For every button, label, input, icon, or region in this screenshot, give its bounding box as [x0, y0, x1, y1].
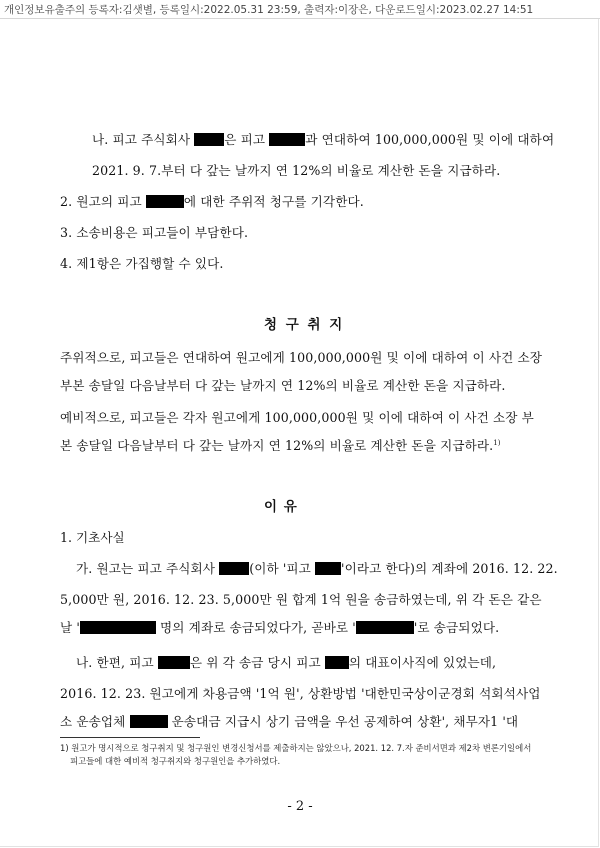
text: '로 송금되었다.: [413, 620, 500, 635]
text: 본 송달일 다음날부터 다 갚는 날까지 연 12%의 비율로 계산한 돈을 지급하라.: [60, 438, 494, 453]
redaction-box: [130, 715, 168, 728]
order-item-2: [60, 191, 364, 210]
reason-na-line-1: [76, 652, 496, 671]
footnote-ref: 1): [493, 438, 501, 447]
reason-ga-line-2: 5,000만 원, 2016. 12. 23. 5,000만 원 합계 1억 원을 송금하였는데, 위 각 돈은 같은: [60, 592, 542, 607]
reason-heading: 이 유: [264, 499, 298, 515]
redaction-box: [146, 195, 184, 208]
redaction-box: [356, 621, 414, 634]
redaction-box: [219, 562, 249, 575]
claim-line-4: [60, 435, 501, 454]
text: '이라고 한다)의 계좌에 2016. 12. 22.: [341, 561, 558, 576]
reason-ga-line-1: [76, 558, 558, 577]
claim-line-3: 예비적으로, 피고들은 각자 원고에게 100,000,000원 및 이에 대하여 이 사건 소장 부: [60, 410, 534, 425]
redaction-box: [80, 621, 156, 634]
footnote-divider: [60, 737, 200, 738]
text: 나. 한편, 피고: [76, 655, 154, 670]
print-header: 개인정보유출주의 등록자:김샛별, 등록일시:2022.05.31 23:59, 출력자:이장은, 다운로드일시:2023.02.27 14:51: [4, 4, 534, 16]
footnote-line-2: 피고들에 대한 예비적 청구취지와 청구원인을 추가하였다.: [70, 756, 281, 766]
order-item-3: 3. 소송비용은 피고들이 부담한다.: [60, 225, 249, 240]
text: 나. 피고 주식회사: [92, 132, 191, 147]
text: 가. 원고는 피고 주식회사: [76, 561, 216, 576]
reason-na-line-2: 2016. 12. 23. 원고에게 차용금액 '1억 원', 상환방법 '대한민국상이군경회 석회석사업: [60, 686, 541, 701]
text: 은 피고: [224, 132, 266, 147]
redaction-box: [269, 133, 305, 146]
text: 2. 원고의 피고: [60, 194, 142, 209]
text: 소 운송업체: [60, 714, 126, 729]
redaction-box: [325, 656, 349, 669]
text: 에 대한 주위적 청구를 기각한다.: [183, 194, 364, 209]
claim-line-1: 주위적으로, 피고들은 연대하여 원고에게 100,000,000원 및 이에 대하여 이 사건 소장: [60, 350, 543, 365]
order-item-na: [92, 129, 554, 148]
section-1-title: 1. 기초사실: [60, 530, 125, 545]
text: 의 대표이사직에 있었는데,: [348, 655, 497, 670]
redaction-box: [194, 133, 224, 146]
text: 날 ': [60, 620, 80, 635]
order-item-4: 4. 제1항은 가집행할 수 있다.: [60, 256, 224, 271]
text: 명의 계좌로 송금되었다가, 곧바로 ': [155, 620, 356, 635]
footnote-line-1: 1) 원고가 명시적으로 청구취지 및 청구원인 변경신청서를 제출하지는 않았으나, 2021. 12. 7.자 준비서면과 제2차 변론기일에서: [60, 743, 532, 753]
text: 과 연대하여 100,000,000원 및 이에 대하여: [305, 132, 555, 147]
claim-line-2: 부본 송달일 다음날부터 다 갚는 날까지 연 12%의 비율로 계산한 돈을 지급하라.: [60, 378, 506, 393]
text: 운송대금 지급시 상기 금액을 우선 공제하여 상환', 채무자1 '대: [171, 714, 519, 729]
text: (이하 '피고: [249, 561, 311, 576]
order-item-na-cont: 2021. 9. 7.부터 다 갚는 날까지 연 12%의 비율로 계산한 돈을 지급하라.: [92, 163, 501, 178]
text: 은 위 각 송금 당시 피고: [189, 655, 321, 670]
redaction-box: [158, 656, 190, 669]
reason-na-line-3: [60, 711, 518, 730]
claim-heading: 청 구 취 지: [264, 317, 345, 333]
reason-ga-line-3: [60, 617, 499, 636]
redaction-box: [315, 562, 341, 575]
page-number: - 2 -: [287, 799, 313, 814]
